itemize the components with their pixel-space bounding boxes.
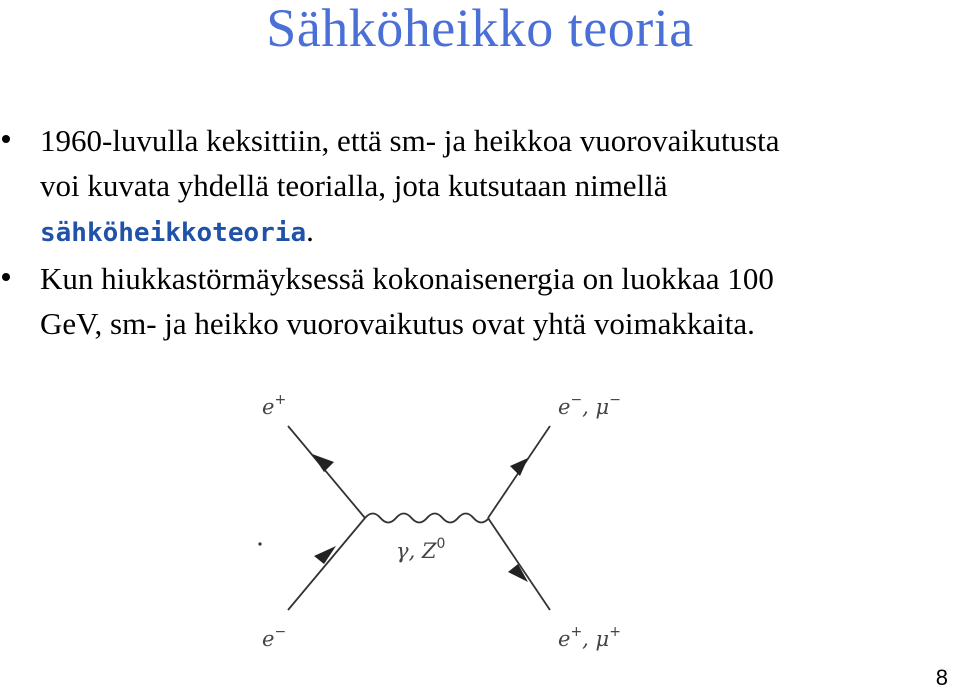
- bullet-dot-icon: [2, 135, 10, 143]
- label-mediator: γ, Z0: [396, 536, 446, 563]
- bullet-line: voi kuvata yhdellä teorialla, jota kutsutaan nimellä: [40, 168, 668, 203]
- bullet-line: 1960-luvulla keksittiin, että sm- ja heikkoa vuorovaikutusta: [40, 123, 780, 158]
- bullet-line: [40, 208, 960, 256]
- fermion-line-bottom-right: [488, 518, 550, 610]
- arrow-icon-bottom-left: [314, 546, 336, 564]
- bullet-item-electroweak-history: [0, 118, 960, 256]
- slide-title: Sähköheikko teoria: [266, 0, 694, 58]
- stray-dot: [258, 542, 261, 545]
- arrow-icon-top-left: [312, 454, 334, 472]
- fermion-line-bottom-left: [288, 518, 365, 610]
- bullet-dot-icon: [2, 273, 10, 281]
- propagator-wavy-line: [365, 514, 489, 523]
- fermion-line-top-left: [288, 426, 365, 518]
- bullet-line: Kun hiukkastörmäyksessä kokonaisenergia on luokkaa 100: [40, 261, 774, 296]
- label-bottom-right: e+, μ+: [558, 624, 621, 651]
- feynman-diagram-svg: [240, 378, 660, 668]
- bullet-list: [0, 118, 960, 346]
- label-top-right: e−, μ−: [558, 392, 621, 419]
- page-number: 8: [935, 665, 948, 690]
- feynman-diagram: [240, 378, 660, 668]
- term-suffix: .: [306, 213, 314, 248]
- label-top-left: e+: [262, 392, 287, 419]
- bullet-line: GeV, sm- ja heikko vuorovaikutus ovat yhtä voimakkaita.: [40, 306, 755, 341]
- bullet-item-energy-scale: [0, 256, 960, 346]
- term-highlight: sähköheikkoteoria: [40, 218, 307, 248]
- arrow-icon-top-right: [510, 458, 528, 476]
- label-bottom-left: e−: [262, 624, 287, 651]
